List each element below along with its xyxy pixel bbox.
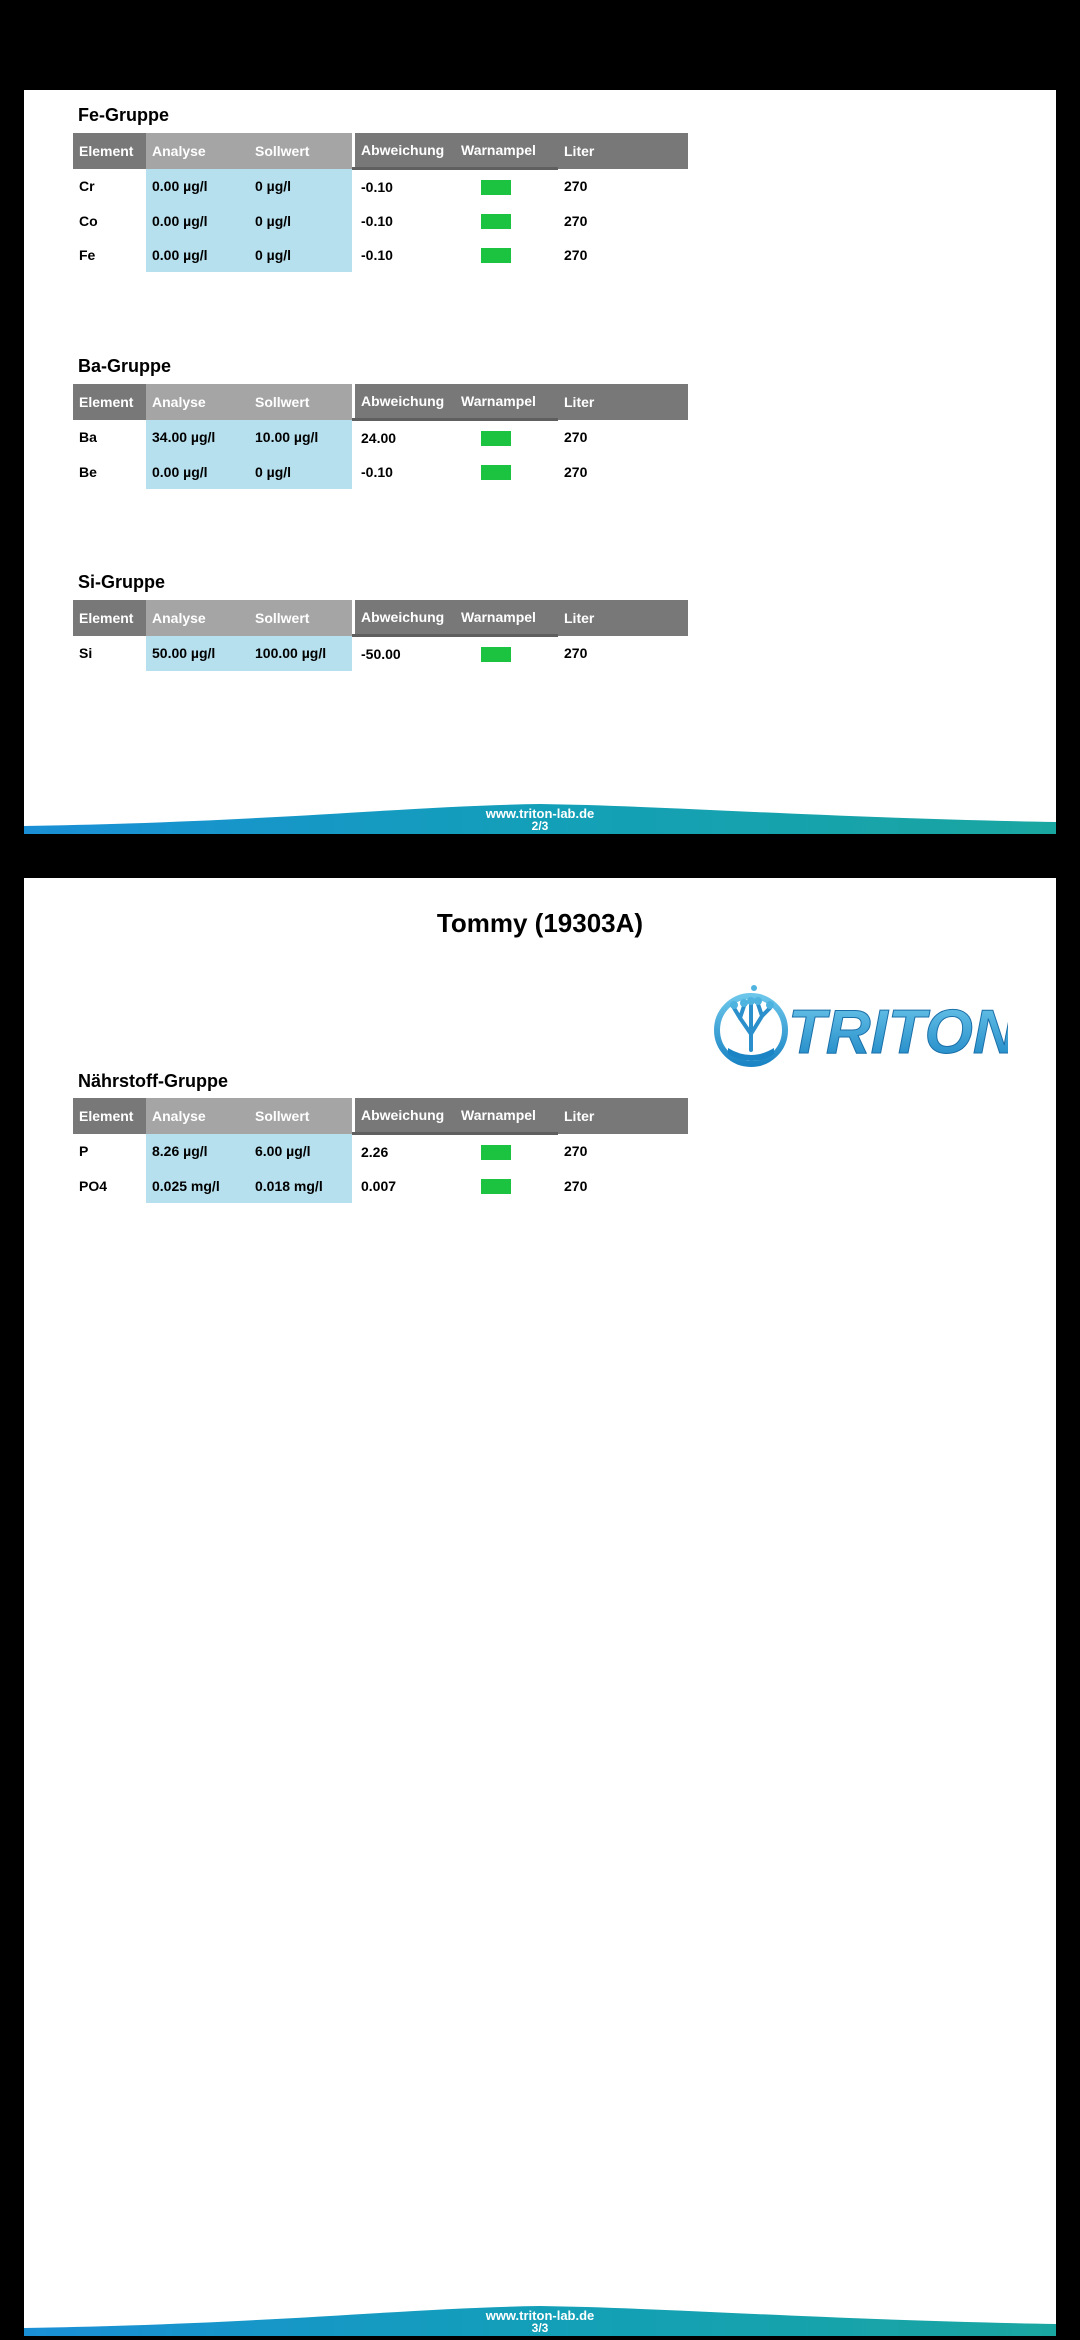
page-number: 3/3 <box>531 2321 549 2335</box>
cell-abweichung: -0.10 <box>354 204 456 238</box>
group-title-si: Si-Gruppe <box>78 572 166 592</box>
table-header-row <box>73 384 688 420</box>
logo-wordmark: TRITON <box>788 998 1008 1067</box>
cell-analyse: 0.025 mg/l <box>146 1169 249 1203</box>
report-page-3 <box>24 878 1056 2336</box>
cell-abweichung: -0.10 <box>354 238 456 272</box>
col-element: Element <box>73 600 146 636</box>
table-row <box>73 636 688 672</box>
cell-liter: 270 <box>564 645 588 662</box>
cell-liter: 270 <box>564 247 588 263</box>
cell-liter: 270 <box>564 1178 588 1194</box>
report-page-2 <box>24 90 1056 834</box>
cell-analyse: 0.00 µg/l <box>146 169 249 205</box>
table-fe-gruppe <box>73 133 688 272</box>
cell-abweichung: 0.007 <box>354 1169 456 1203</box>
col-warnampel: Warnampel <box>455 1098 558 1134</box>
col-liter: Liter <box>558 384 688 420</box>
cell-sollwert: 0.018 mg/l <box>249 1169 354 1203</box>
cell-analyse: 0.00 µg/l <box>146 204 249 238</box>
cell-sollwert: 6.00 µg/l <box>249 1134 354 1170</box>
table-header-row <box>73 133 688 169</box>
cell-warnampel <box>455 169 558 205</box>
table-row <box>73 238 688 272</box>
cell-sollwert: 0 µg/l <box>249 204 354 238</box>
page-footer <box>24 2300 1056 2336</box>
cell-element: P <box>79 1143 89 1160</box>
col-analyse: Analyse <box>146 384 249 420</box>
col-element: Element <box>73 133 146 169</box>
warning-lamp-green <box>481 1145 511 1160</box>
cell-element: Co <box>79 213 98 229</box>
cell-liter: 270 <box>564 429 588 446</box>
col-warnampel: Warnampel <box>455 384 558 420</box>
col-sollwert: Sollwert <box>249 600 354 636</box>
cell-warnampel <box>455 204 558 238</box>
col-sollwert: Sollwert <box>249 384 354 420</box>
table-row <box>73 169 688 205</box>
cell-warnampel <box>455 1169 558 1203</box>
cell-liter: 270 <box>564 213 588 229</box>
table-row <box>73 1134 688 1170</box>
col-abweichung: Abweichung <box>354 1098 456 1134</box>
cell-abweichung: -0.10 <box>354 169 456 205</box>
page-title: Tommy (19303A) <box>436 908 644 938</box>
cell-element: Fe <box>79 247 96 263</box>
table-row <box>73 455 688 489</box>
cell-analyse: 0.00 µg/l <box>146 455 249 489</box>
col-abweichung: Abweichung <box>354 133 456 169</box>
coral-emblem-icon <box>688 978 1008 1078</box>
page-footer <box>24 798 1056 834</box>
cell-warnampel <box>455 455 558 489</box>
col-analyse: Analyse <box>146 600 249 636</box>
footer-url: www.triton-lab.de <box>485 2308 595 2323</box>
page-number: 2/3 <box>531 819 549 833</box>
cell-analyse: 34.00 µg/l <box>146 420 249 456</box>
cell-sollwert: 100.00 µg/l <box>249 636 354 672</box>
col-sollwert: Sollwert <box>249 133 354 169</box>
group-title-fe: Fe-Gruppe <box>78 105 170 125</box>
warning-lamp-green <box>481 248 511 263</box>
cell-abweichung: -0.10 <box>354 455 456 489</box>
table-row <box>73 204 688 238</box>
col-abweichung: Abweichung <box>354 384 456 420</box>
table-header-row <box>73 1098 688 1134</box>
cell-abweichung: 24.00 <box>354 420 456 456</box>
warning-lamp-green <box>481 180 511 195</box>
col-element: Element <box>73 1098 146 1134</box>
warning-lamp-green <box>481 465 511 480</box>
cell-analyse: 0.00 µg/l <box>146 238 249 272</box>
triton-logo <box>688 978 1008 1078</box>
col-element: Element <box>73 384 146 420</box>
col-warnampel: Warnampel <box>455 600 558 636</box>
cell-element: Ba <box>79 429 97 446</box>
table-ba-gruppe <box>73 384 688 489</box>
cell-warnampel <box>455 1134 558 1170</box>
cell-warnampel <box>455 238 558 272</box>
cell-abweichung: 2.26 <box>354 1134 456 1170</box>
cell-element: Cr <box>79 178 95 195</box>
cell-analyse: 50.00 µg/l <box>146 636 249 672</box>
footer-url: www.triton-lab.de <box>485 806 595 821</box>
cell-liter: 270 <box>564 464 588 480</box>
group-title-naehrstoff: Nährstoff-Gruppe <box>78 1071 228 1091</box>
cell-sollwert: 0 µg/l <box>249 169 354 205</box>
cell-sollwert: 10.00 µg/l <box>249 420 354 456</box>
col-warnampel: Warnampel <box>455 133 558 169</box>
cell-element: PO4 <box>79 1178 108 1194</box>
cell-abweichung: -50.00 <box>354 636 456 672</box>
table-header-row <box>73 600 688 636</box>
table-row <box>73 420 688 456</box>
col-abweichung: Abweichung <box>354 600 456 636</box>
warning-lamp-green <box>481 214 511 229</box>
warning-lamp-green <box>481 431 511 446</box>
cell-analyse: 8.26 µg/l <box>146 1134 249 1170</box>
table-row <box>73 1169 688 1203</box>
group-title-ba: Ba-Gruppe <box>78 356 172 376</box>
cell-sollwert: 0 µg/l <box>249 455 354 489</box>
table-si-gruppe <box>73 600 688 671</box>
table-naehrstoff-gruppe <box>73 1098 688 1203</box>
col-liter: Liter <box>558 600 688 636</box>
col-liter: Liter <box>558 133 688 169</box>
col-liter: Liter <box>558 1098 688 1134</box>
warning-lamp-green <box>481 1179 511 1194</box>
cell-element: Be <box>79 464 97 480</box>
cell-warnampel <box>455 420 558 456</box>
col-sollwert: Sollwert <box>249 1098 354 1134</box>
cell-liter: 270 <box>564 1143 588 1160</box>
cell-sollwert: 0 µg/l <box>249 238 354 272</box>
cell-warnampel <box>455 636 558 672</box>
col-analyse: Analyse <box>146 133 249 169</box>
cell-element: Si <box>79 645 93 662</box>
col-analyse: Analyse <box>146 1098 249 1134</box>
warning-lamp-green <box>481 647 511 662</box>
cell-liter: 270 <box>564 178 588 195</box>
